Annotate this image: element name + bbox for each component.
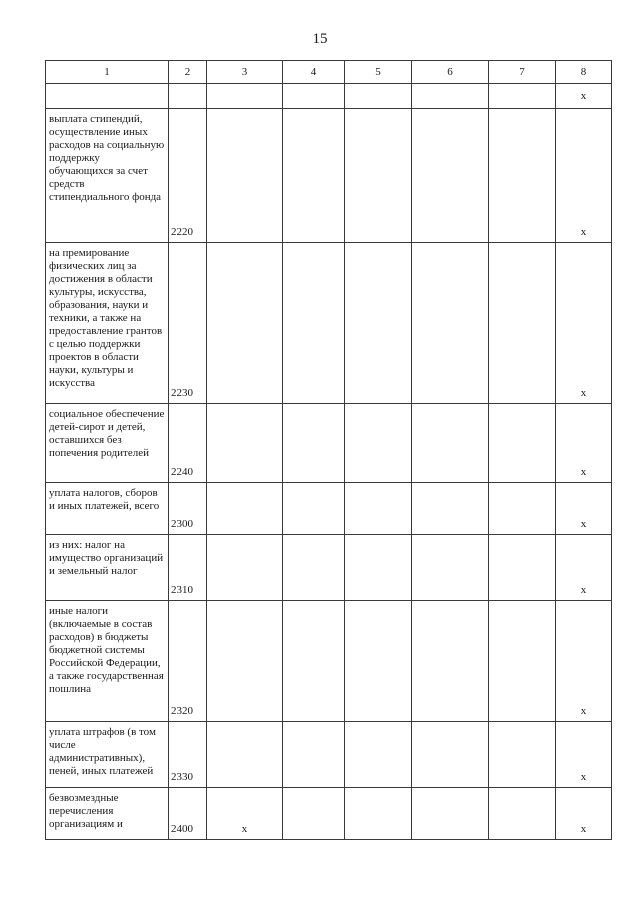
row-col-5	[345, 483, 412, 535]
row-code: 2220	[169, 109, 207, 243]
row-col-3	[207, 722, 283, 788]
row-code: 2400	[169, 788, 207, 840]
table-row	[46, 483, 612, 535]
row-col-3: x	[207, 788, 283, 840]
row-col-7	[489, 109, 556, 243]
row-col-3	[207, 535, 283, 601]
row-col-6	[412, 404, 489, 483]
table-row	[46, 109, 612, 243]
row-col-8: x	[556, 404, 612, 483]
table-row	[46, 84, 612, 109]
row-col-7	[489, 483, 556, 535]
table-row	[46, 601, 612, 722]
row-col-3	[207, 84, 283, 109]
row-col-8: x	[556, 483, 612, 535]
header-cell-col-4: 4	[283, 61, 345, 84]
table-row	[46, 535, 612, 601]
row-col-5	[345, 243, 412, 404]
table-header-row	[46, 61, 612, 84]
row-code: 2310	[169, 535, 207, 601]
row-col-8: x	[556, 601, 612, 722]
row-col-8: x	[556, 243, 612, 404]
row-description: иные налоги (включаемые в состав расходов) в бюджеты бюджетной системы Российской Федерации, а также государственная пошлина	[46, 601, 169, 722]
header-cell-col-7: 7	[489, 61, 556, 84]
row-description: на премирование физических лиц за достижения в области культуры, искусства, образования, науки и техники, а также на предоставление грантов с целью поддержки проектов в области науки, культуры и искусства	[46, 243, 169, 404]
row-col-5	[345, 601, 412, 722]
row-col-4	[283, 84, 345, 109]
row-col-4	[283, 601, 345, 722]
row-code: 2320	[169, 601, 207, 722]
table-row	[46, 404, 612, 483]
row-col-4	[283, 722, 345, 788]
header-cell-col-1: 1	[46, 61, 169, 84]
row-description	[46, 84, 169, 109]
header-cell-col-5: 5	[345, 61, 412, 84]
row-col-6	[412, 483, 489, 535]
row-col-3	[207, 243, 283, 404]
row-code	[169, 84, 207, 109]
row-code: 2230	[169, 243, 207, 404]
row-col-7	[489, 601, 556, 722]
row-col-6	[412, 109, 489, 243]
table-row	[46, 722, 612, 788]
row-description: из них: налог на имущество организаций и земельный налог	[46, 535, 169, 601]
row-col-7	[489, 535, 556, 601]
header-cell-col-6: 6	[412, 61, 489, 84]
row-col-6	[412, 243, 489, 404]
row-col-3	[207, 483, 283, 535]
row-col-5	[345, 722, 412, 788]
row-col-3	[207, 109, 283, 243]
row-col-6	[412, 722, 489, 788]
row-col-6	[412, 788, 489, 840]
row-col-4	[283, 535, 345, 601]
row-col-6	[412, 601, 489, 722]
row-col-5	[345, 109, 412, 243]
row-col-5	[345, 788, 412, 840]
row-col-4	[283, 404, 345, 483]
row-col-8: x	[556, 84, 612, 109]
row-col-4	[283, 243, 345, 404]
table-row	[46, 788, 612, 840]
page-number: 15	[312, 31, 328, 47]
row-col-8: x	[556, 109, 612, 243]
table-row	[46, 243, 612, 404]
row-col-4	[283, 483, 345, 535]
row-description: безвозмездные перечисления организациям и	[46, 788, 169, 840]
row-description: уплата штрафов (в том числе административных), пеней, иных платежей	[46, 722, 169, 788]
row-col-7	[489, 243, 556, 404]
report-table	[45, 60, 612, 840]
header-cell-col-8: 8	[556, 61, 612, 84]
header-cell-col-2: 2	[169, 61, 207, 84]
row-col-5	[345, 84, 412, 109]
row-col-7	[489, 722, 556, 788]
row-code: 2300	[169, 483, 207, 535]
row-col-5	[345, 404, 412, 483]
row-col-8: x	[556, 722, 612, 788]
row-col-6	[412, 84, 489, 109]
row-description: социальное обеспечение детей-сирот и детей, оставшихся без попечения родителей	[46, 404, 169, 483]
row-col-7	[489, 788, 556, 840]
row-col-8: x	[556, 535, 612, 601]
row-col-7	[489, 404, 556, 483]
row-description: уплата налогов, сборов и иных платежей, всего	[46, 483, 169, 535]
row-code: 2330	[169, 722, 207, 788]
header-cell-col-3: 3	[207, 61, 283, 84]
row-col-7	[489, 84, 556, 109]
row-col-4	[283, 109, 345, 243]
row-col-6	[412, 535, 489, 601]
row-description: выплата стипендий, осуществление иных расходов на социальную поддержку обучающихся за счет средств стипендиального фонда	[46, 109, 169, 243]
row-col-5	[345, 535, 412, 601]
row-col-3	[207, 404, 283, 483]
row-code: 2240	[169, 404, 207, 483]
row-col-8: x	[556, 788, 612, 840]
row-col-3	[207, 601, 283, 722]
row-col-4	[283, 788, 345, 840]
